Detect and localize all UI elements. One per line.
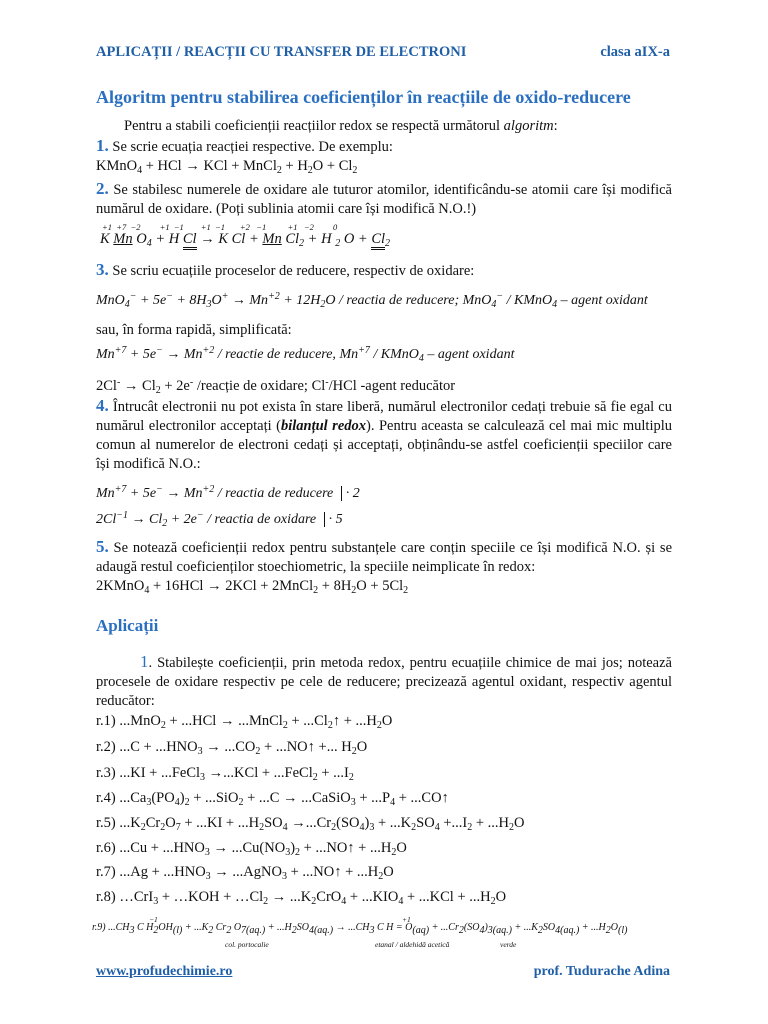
note-orange: col. portocalie: [225, 940, 269, 949]
reaction-r9: r.9) $...CH_3$ C $H_2OH_{(l)} + ...K_2$ $Cr_2$ $O_{7(aq.)} + ...H_2SO_{4(aq.)} \to ...CH_3$ C $H = O_{(aq)} + ...Cr_2(SO_4)_{3(aq.)} + ...K_2SO_{4(aq.)} + ...H_2O_{(l)}$: [92, 922, 628, 936]
reaction-r4: r.4) $...Ca_3(PO_4)_2 + ...SiO_2 + ...C$ → ...CaSiO$_3$ + $...P_4$ + ...CO↑: [96, 790, 449, 808]
oxidation-numbers: +1 +7 −2 +1 −1 +1 −1 +2 −1 +1 −2 0: [102, 222, 338, 232]
reaction-r2: r.2) $...C + ...HNO_3 \to ...CO_2$ + ...NO↑ +... $H_2O$: [96, 739, 368, 757]
reduction-equation: $MnO_4^- + 5e^- + 8H_3O^+ \to Mn^{+2} + 12H_2O$ / reactia de reducere; MnO$_4$− / KMnO$_4$ – agent oxidant: [96, 291, 648, 310]
step-4: 4. Întrucât electronii nu pot exista în stare liberă, numărul electronilor cedați trebuie să fie egal cu numărul electronilor acceptați (bilanțul redox). Pentru aceasta se calculează cel mai mic multiplu comun al numerelor de electroni cedați și acceptați, obținându-se astfel coeficienții speciilor care își modifică N.O.:: [96, 396, 672, 472]
oxidation-line: $2Cl^- \to Cl_2 + 2e^-$ /reacție de oxidare; Cl-/HCl -agent reducător: [96, 377, 456, 396]
website-link[interactable]: www.profudechimie.ro: [96, 964, 233, 979]
application-1: 1. Stabilește coeficienții, prin metoda redox, pentru ecuațiile chimice de mai jos; notează procesele de oxidare respectiv pe cele de reducere; precizează agentul oxidant, respectiv agentul reducător:: [96, 652, 672, 709]
step-1: 1. Se scrie ecuația reacției respective. De exemplu: KMnO$_4$ + HCl → KCl + MnCl$_2$ + $H_2O + Cl_2$: [96, 136, 393, 176]
reaction-r5: r.5) $...K_2Cr_2O_7 + ...KI + ...H_2SO_4 \to...Cr_2(SO_4)_3 + ...K_2SO_4 +...I_2 + ...H_2O$: [96, 815, 525, 833]
simplified-reduction: $Mn^{+7} + 5e^- \to Mn^{+2}$ / reactie de reducere, $Mn^{+7}$ / KMnO$_4$ – agent oxidant: [96, 345, 515, 364]
simplified-intro: sau, în forma rapidă, simplificată:: [96, 322, 292, 338]
reaction-r3: r.3) ...KI + ...FeCl$_3$ →...KCl + ...FeCl$_2$ + $...I_2$: [96, 765, 354, 783]
note-acetaldehyde: etanal / aldehidă acetică: [375, 940, 450, 949]
section-title: Algoritm pentru stabilirea coeficienților în reacțiile de oxido-reducere: [96, 87, 631, 107]
reaction-r6: r.6) $...Cu + ...HNO_3 \to ...Cu(NO_3)_2$ + ...NO↑ + $...H_2O$: [96, 840, 407, 858]
reaction-r1: r.1) ...MnO$_2$ + ...HCl → ...MnCl$_2$ + $...Cl_2↑ + ...H_2O$: [96, 713, 393, 731]
header-class: clasa aIX-a: [600, 44, 670, 60]
intro: Pentru a stabili coeficienții reacțiilor redox se respectă următorul algoritm:: [124, 118, 558, 134]
step-5: 5. Se notează coeficienții redox pentru substanțele care conțin speciile ce își modifică N.O. și se adaugă restul coeficienților stoechiometric, la speciile neimplicate în redox: 2KMnO$_4$ + 16HCl → 2KCl + 2MnCl$_2$ + $8H_2O + 5Cl_2$: [96, 537, 672, 596]
step-2: 2. Se stabilesc numerele de oxidare ale tuturor atomilor, identificându-se atomii care își modifică numărul de oxidare. (Poți sublinia atomii care își modifică N.O.!): [96, 179, 672, 217]
page-footer: [96, 964, 670, 984]
header-title: APLICAȚII / REACȚII CU TRANSFER DE ELECTRONI: [96, 44, 467, 60]
page-header: [96, 44, 670, 64]
step-3: 3. Se scriu ecuațiile proceselor de reducere, respectiv de oxidare:: [96, 260, 475, 279]
reaction-r8: r.8) …CrI$_3$ + …KOH + $\dots Cl_2 \to ...K_2CrO_4 + ...KIO_4 + ...KCl + ...H_2O$: [96, 889, 507, 907]
author: prof. Tudurache Adina: [533, 964, 670, 979]
reaction-r7: r.7) $...Ag + ...HNO_3$ → ...AgNO$_3$ + ...NO↑ + $...H_2O$: [96, 864, 394, 882]
applications-title: Aplicații: [96, 616, 159, 635]
balance-reduction: $Mn^{+7} + 5e^- \to Mn^{+2}$ / reactia de reducere · 2: [96, 484, 360, 501]
balance-oxidation: $2Cl^{-1} \to Cl_2 + 2e^-$ / reactia de oxidare · 5: [96, 510, 343, 529]
oxidation-equation: K Mn $O_4 + H$ Cl → K Cl + Mn $Cl_2 + H$ $_2$ $O + Cl_2$: [100, 231, 391, 249]
note-green: verde: [500, 940, 517, 949]
